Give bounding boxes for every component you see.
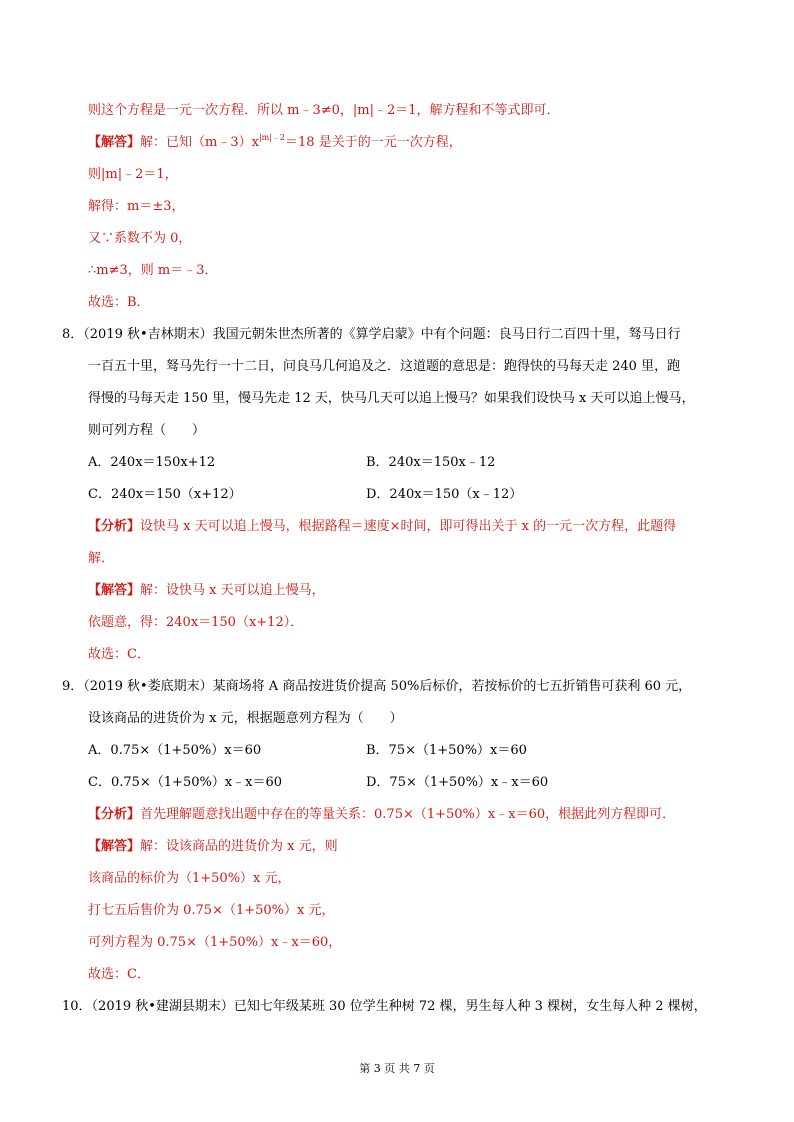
- q9-option-b: B．75×（1+50%）x＝60: [366, 743, 527, 758]
- q9-stem-line-2: 设该商品的进货价为 x 元，根据题意列方程为（ ）: [88, 711, 403, 726]
- q8-stem-line-3: 得慢的马每天走 150 里，慢马先走 12 天，快马几天可以追上慢马？如果我们设快马 x 天可以追上慢马，: [88, 391, 695, 406]
- q8-analysis-text: 设快马 x 天可以追上慢马，根据路程＝速度×时间，即可得出关于 x 的一元一次方程，此题得: [140, 519, 677, 534]
- q8-analysis-line-1: [88, 518, 676, 536]
- q8-answer-line-1: [88, 582, 325, 600]
- analysis-label: 【分析】: [88, 519, 141, 534]
- analysis-label: 【分析】: [88, 807, 141, 822]
- page-footer: 第 3 页 共 7 页: [359, 1062, 435, 1075]
- q8-analysis-line-2: 解．: [88, 551, 115, 566]
- q8-stem-line-4: 则可列方程（ ）: [88, 423, 206, 438]
- q8-answer-text: 解：设快马 x 天可以追上慢马，: [140, 583, 325, 598]
- q8-option-c: C．240x＝150（x+12）: [88, 487, 242, 502]
- q9-answer-choice: 故选：C．: [88, 967, 150, 982]
- q9-answer-line-4: 可列方程为 0.75×（1+50%）x﹣x＝60，: [88, 935, 342, 950]
- q7-answer-line-2: 则|m|﹣2＝1，: [88, 167, 178, 182]
- q7-answer-line-3: 解得：m＝±3，: [88, 199, 185, 214]
- q8-answer-line-2: 依题意，得：240x＝150（x+12）．: [88, 615, 304, 630]
- q8-stem-line-1: 8．（2019 秋•吉林期末）我国元朝朱世杰所著的《算学启蒙》中有个问题：良马日行二百四十里，驽马日行: [62, 327, 681, 342]
- q9-answer-line-3: 打七五后售价为 0.75×（1+50%）x 元，: [88, 903, 335, 918]
- q9-analysis-line-1: [88, 806, 675, 824]
- q8-option-d: D．240x＝150（x﹣12）: [366, 487, 523, 502]
- q9-answer-line-2: 该商品的标价为（1+50%）x 元，: [88, 871, 291, 886]
- q9-option-a: A．0.75×（1+50%）x＝60: [88, 743, 262, 758]
- answer-label: 【解答】: [88, 583, 141, 598]
- q7-exponent: |m|﹣2: [258, 133, 286, 142]
- q7-answer-choice: 故选：B．: [88, 295, 150, 310]
- q9-analysis-text: 首先理解题意找出题中存在的等量关系：0.75×（1+50%）x﹣x＝60，根据此列方程即可．: [140, 807, 676, 822]
- q8-option-a: A．240x＝150x+12: [88, 455, 216, 470]
- q10-stem-line-1: 10．（2019 秋•建湖县期末）已知七年级某班 30 位学生种树 72 棵，男生每人种 3 棵树，女生每人种 2 棵树，: [62, 999, 707, 1014]
- answer-label: 【解答】: [88, 839, 141, 854]
- q9-stem-line-1: 9．（2019 秋•娄底期末）某商场将 A 商品按进货价提高 50%后标价，若按标价的七五折销售可获利 60 元，: [62, 679, 692, 694]
- q7-answer-line-5: ∴m≠3，则 m＝﹣3．: [88, 263, 218, 278]
- q7-analysis-continuation: 则这个方程是一元一次方程．所以 m﹣3≠0，|m|﹣2＝1，解方程和不等式即可．: [88, 103, 560, 118]
- q9-answer-text: 解：设该商品的进货价为 x 元，则: [140, 839, 338, 854]
- q9-option-d: D．75×（1+50%）x﹣x＝60: [366, 775, 549, 790]
- q9-answer-line-1: [88, 838, 338, 856]
- q7-answer-text-b: ＝18 是关于的一元一次方程，: [285, 135, 462, 150]
- q8-stem-line-2: 一百五十里，驽马先行一十二日，问良马几何追及之．这道题的意思是：跑得快的马每天走 240 里，跑: [88, 359, 681, 374]
- answer-label: 【解答】: [88, 135, 141, 150]
- q7-answer-text-a: 解：已知（m﹣3）x: [140, 135, 259, 150]
- q7-answer-line-4: 又∵系数不为 0，: [88, 231, 192, 246]
- q9-option-c: C．0.75×（1+50%）x﹣x＝60: [88, 775, 283, 790]
- q7-answer-line-1: [88, 134, 462, 152]
- q8-answer-choice: 故选：C．: [88, 647, 150, 662]
- q8-option-b: B．240x＝150x﹣12: [366, 455, 496, 470]
